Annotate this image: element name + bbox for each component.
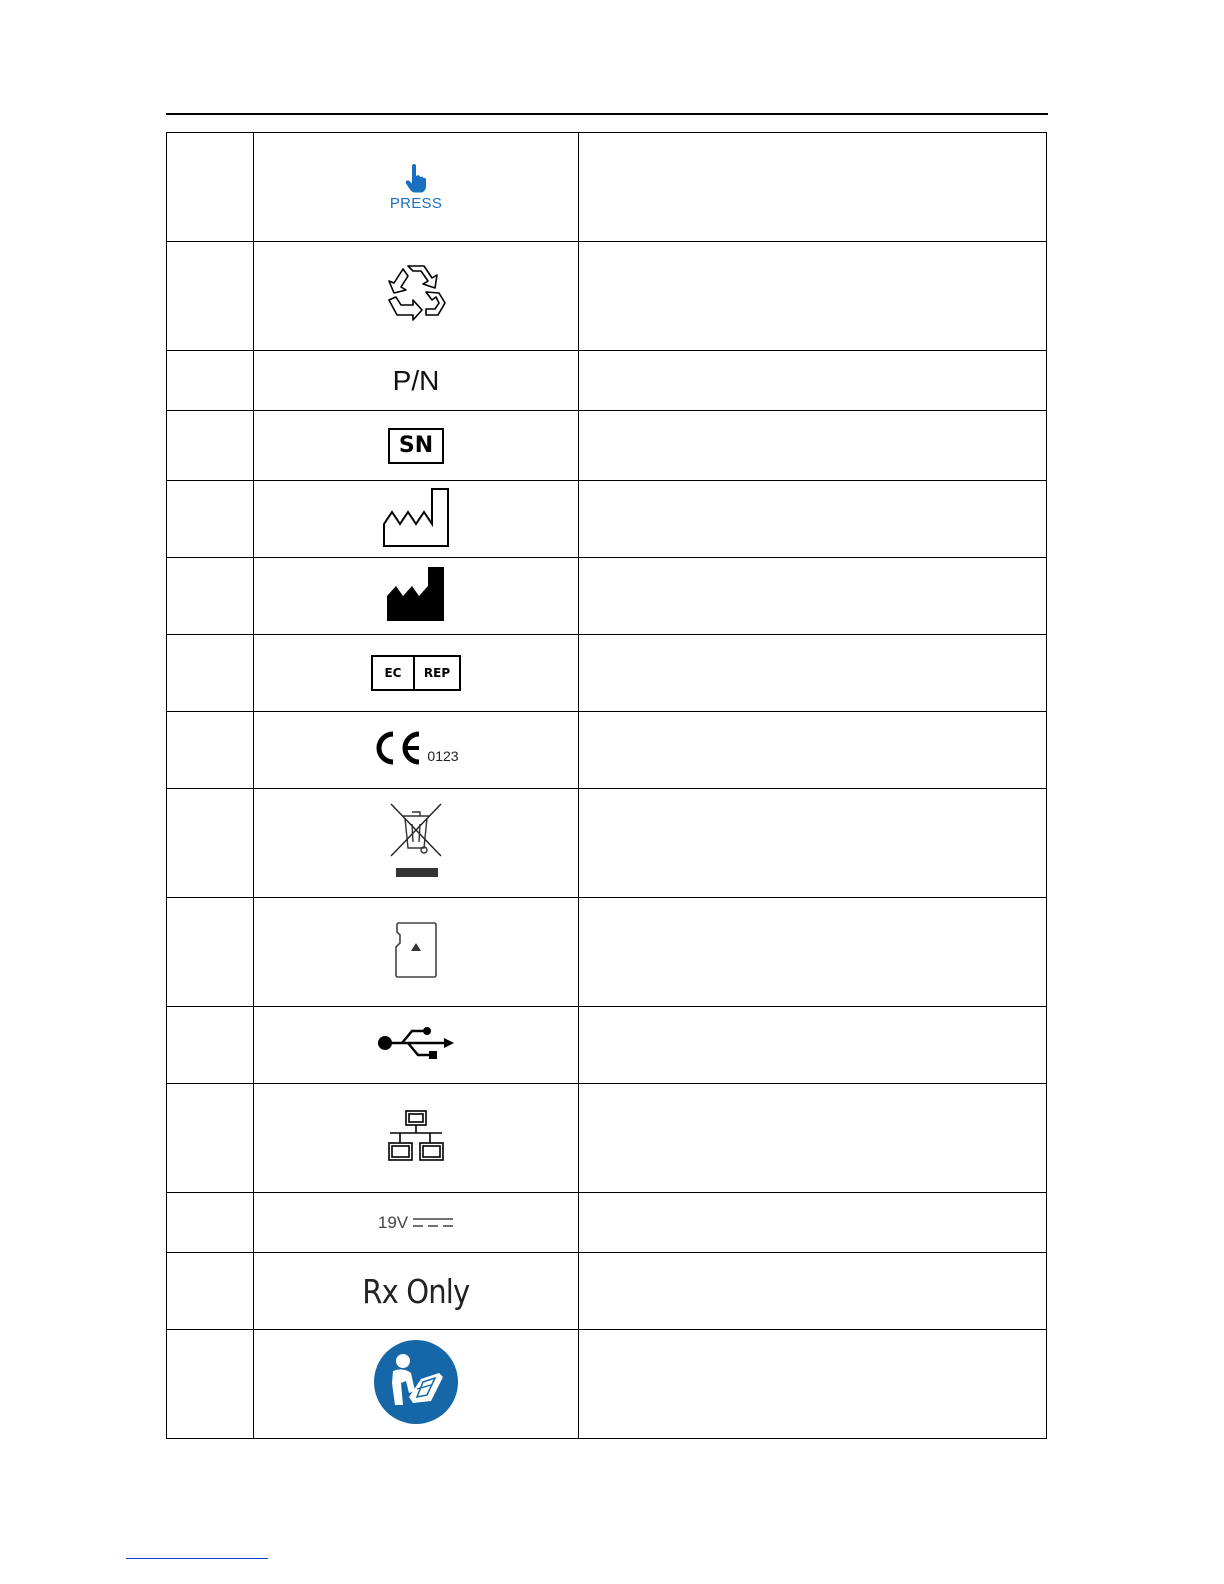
symbol-cell [254, 558, 579, 635]
description-cell [579, 242, 1047, 351]
number-cell [167, 1253, 254, 1330]
usb-icon [376, 1023, 456, 1063]
table-row [167, 789, 1047, 898]
number-cell [167, 1084, 254, 1193]
table-row [167, 712, 1047, 789]
ec-label: EC [373, 657, 415, 689]
description-cell [579, 351, 1047, 411]
description-cell [579, 411, 1047, 481]
number-cell [167, 351, 254, 411]
number-cell [167, 1330, 254, 1439]
press-symbol [390, 163, 442, 212]
table-row [167, 242, 1047, 351]
footnote-rule [126, 1558, 268, 1559]
press-label: PRESS [389, 194, 443, 212]
symbol-cell [254, 133, 579, 242]
network-icon [386, 1109, 446, 1163]
description-cell [579, 1330, 1047, 1439]
ce-mark-symbol [373, 730, 458, 766]
number-cell [167, 558, 254, 635]
table-row [167, 481, 1047, 558]
table-row [167, 133, 1047, 242]
description-cell [579, 898, 1047, 1007]
recycle-icon [381, 260, 451, 328]
ce-mark-icon [373, 730, 425, 766]
number-cell [167, 481, 254, 558]
number-cell [167, 635, 254, 712]
weee-crossed-bin-icon [388, 802, 444, 880]
symbol-cell [254, 411, 579, 481]
description-cell [579, 558, 1047, 635]
serial-number-symbol: SN [388, 428, 444, 464]
symbols-table [166, 132, 1047, 1439]
table-row [167, 351, 1047, 411]
symbol-cell [254, 481, 579, 558]
dc-voltage-symbol [378, 1213, 454, 1233]
symbol-cell [254, 635, 579, 712]
description-cell [579, 635, 1047, 712]
description-cell [579, 712, 1047, 789]
manufacturer-icon [386, 566, 446, 622]
read-manual-icon [373, 1339, 459, 1425]
number-cell [167, 411, 254, 481]
symbol-cell [254, 898, 579, 1007]
number-cell [167, 1193, 254, 1253]
symbol-cell [254, 351, 579, 411]
table-row [167, 1253, 1047, 1330]
table-row [167, 1084, 1047, 1193]
symbol-cell [254, 1007, 579, 1084]
description-cell [579, 789, 1047, 898]
number-cell [167, 898, 254, 1007]
symbol-cell [254, 712, 579, 789]
notified-body-number: 0123 [427, 747, 459, 764]
symbol-cell [254, 1193, 579, 1253]
symbol-cell [254, 1253, 579, 1330]
description-cell [579, 1007, 1047, 1084]
table-row [167, 1330, 1047, 1439]
press-hand-icon [403, 163, 429, 193]
number-cell [167, 133, 254, 242]
table-row [167, 411, 1047, 481]
description-cell [579, 1193, 1047, 1253]
number-cell [167, 789, 254, 898]
direct-current-icon [412, 1216, 454, 1230]
ec-rep-symbol [371, 655, 461, 691]
part-number-symbol: P/N [392, 364, 440, 396]
sd-card-icon [394, 921, 438, 979]
description-cell [579, 1084, 1047, 1193]
description-cell [579, 1253, 1047, 1330]
description-cell [579, 481, 1047, 558]
header-rule [166, 113, 1048, 115]
table-row [167, 898, 1047, 1007]
table-row [167, 558, 1047, 635]
description-cell [579, 133, 1047, 242]
number-cell [167, 712, 254, 789]
number-cell [167, 242, 254, 351]
symbol-cell [254, 242, 579, 351]
rep-label: REP [423, 666, 451, 680]
number-cell [167, 1007, 254, 1084]
symbol-cell [254, 789, 579, 898]
table-row [167, 1193, 1047, 1253]
rx-only-symbol: Rx Only [362, 1271, 470, 1311]
date-of-manufacture-icon [382, 486, 450, 548]
table-row [167, 1007, 1047, 1084]
voltage-label: 19V [377, 1212, 409, 1232]
symbol-cell [254, 1084, 579, 1193]
table-row [167, 635, 1047, 712]
symbol-cell [254, 1330, 579, 1439]
